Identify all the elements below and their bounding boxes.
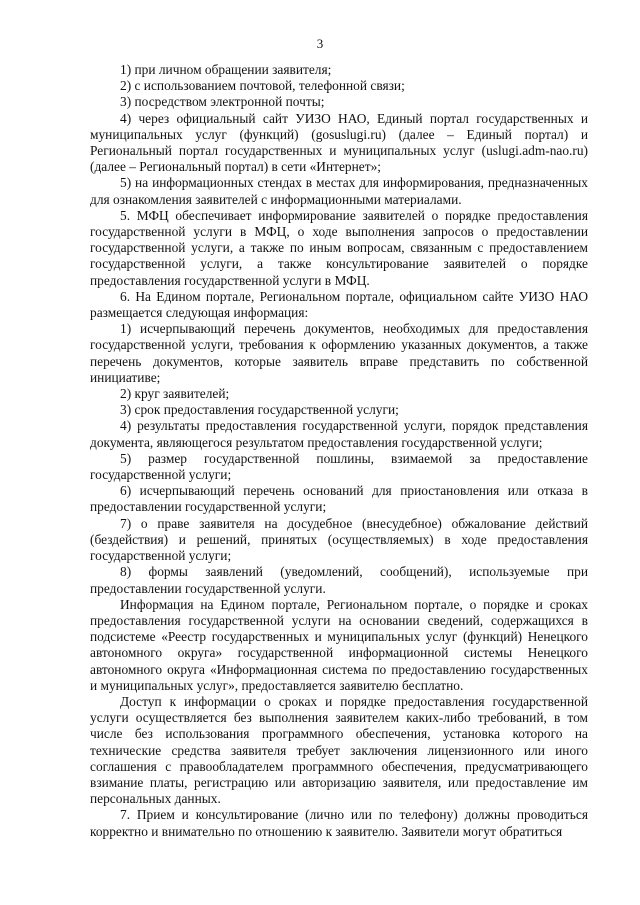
paragraph: Доступ к информации о сроках и порядке предоставления государственной услуги осуществляется без выполнения заявителем каких-либо требований, в том числе без использования программного обеспечения, установка которого на технические средства заявителя требует заключения лицензионного или иного соглашения с правообладателем программного обеспечения, предусматривающего взимание платы, регистрацию или авторизацию заявителя, или предоставление им персональных данных. [90, 693, 588, 807]
paragraph: 4) через официальный сайт УИЗО НАО, Единый портал государственных и муниципальных услуг (функций) (gosuslugi.ru) (далее – Единый портал) и Региональный портал государственных и муниципальных услуг (uslugi.adm-nao.ru) (далее – Региональный портал) в сети «Интернет»; [90, 110, 588, 175]
paragraph: 3) посредством электронной почты; [120, 94, 325, 110]
paragraph: 5) размер государственной пошлины, взимаемой за предоставление государственной услуги; [90, 450, 588, 483]
paragraph: 8) формы заявлений (уведомлений, сообщений), используемые при предоставлении государственной услуги. [90, 564, 588, 596]
paragraph: 2) с использованием почтовой, телефонной связи; [120, 78, 405, 94]
paragraph: 2) круг заявителей; [120, 386, 230, 402]
paragraph: 1) исчерпывающий перечень документов, необходимых для предоставления государственной услуги, требования к оформлению указанных документов, а также перечень документов, которые заявитель вправе представить по собственной инициативе; [90, 321, 588, 385]
paragraph: 4) результаты предоставления государственной услуги, порядок представления документа, являющегося результатом предоставления государственной услуги; [90, 418, 588, 450]
paragraph: 6) исчерпывающий перечень оснований для приостановления или отказа в предоставлении государственной услуги; [90, 483, 588, 515]
paragraph: 1) при личном обращении заявителя; [120, 62, 332, 77]
paragraph: 5) на информационных стендах в местах для информирования, предназначенных для ознакомления заявителей с информационными материалами. [90, 175, 588, 207]
paragraph: 5. МФЦ обеспечивает информирование заявителей о порядке предоставления государственной услуги в МФЦ, о ходе выполнения запросов о предоставлении государственной услуги, а также по иным вопросам, связанным с предоставлением государственной услуги, а также консультирование заявителей о порядке предоставления государственной услуги в МФЦ. [90, 207, 588, 288]
paragraph: 7. Прием и консультирование (лично или по телефону) должны проводиться корректно и внимательно по отношению к заявителю. Заявители могут обратиться [90, 807, 588, 839]
paragraph: 6. На Едином портале, Региональном портале, официальном сайте УИЗО НАО размещается следующая информация: [90, 288, 588, 321]
paragraph: 3) срок предоставления государственной услуги; [120, 402, 399, 418]
paragraph: 7) о праве заявителя на досудебное (внесудебное) обжалование действий (бездействия) и решений, принятых (осуществляемых) в ходе предоставления государственной услуги; [90, 515, 588, 564]
page-number: 3 [316, 36, 324, 51]
paragraph: Информация на Едином портале, Региональном портале, о порядке и сроках предоставления государственной услуги на основании сведений, содержащихся в подсистеме «Реестр государственных и муниципальных услуг (функций) Ненецкого автономного округа» государственной информационной системы Ненецкого автономного округа «Информационная система по предоставлению государственных и муниципальных услуг», предоставляется заявителю бесплатно. [90, 596, 588, 693]
document-body [90, 62, 588, 840]
